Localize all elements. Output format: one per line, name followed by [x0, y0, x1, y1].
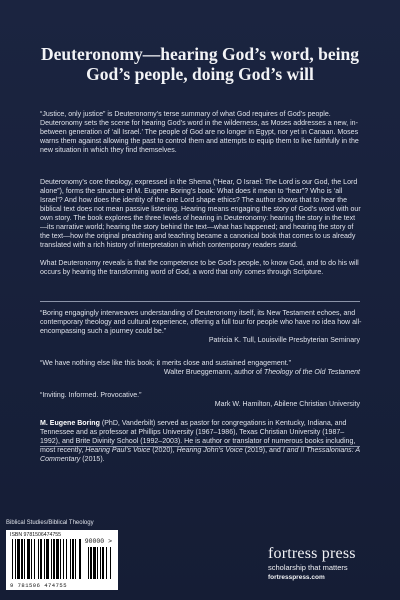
- endorsement-text: “Boring engagingly interweaves understanding of Deuteronomy itself, its New Testament echoes, and contemporary theology and cultural experience, offering a full tour for people who have no idea how all-encompassing such a journey could be.”: [40, 310, 362, 336]
- publisher-url: fortresspress.com: [268, 574, 325, 581]
- subject-category: Biblical Studies/Biblical Theology: [6, 520, 94, 526]
- isbn-barcode: [6, 530, 118, 590]
- bio-text: (PhD, Vanderbilt) served as pastor for congregations in Kentucky, Indiana, and Tennessee and as professor at Phillips University (1967–1986), Texas Christian University (1987–1992), and Brite Divinity School (1992–2003). He is author or translator of numerous books including, most recently,: [40, 420, 356, 455]
- bio-text: (2015).: [80, 456, 105, 464]
- publisher-block: [268, 546, 378, 582]
- bio-text: (2019), and: [242, 447, 283, 455]
- publisher-tagline: scholarship that matters: [268, 563, 348, 572]
- endorsement-text: “We have nothing else like this book; it merits close and sustained engagement.”: [40, 360, 291, 367]
- attribution-book-title: Theology of the Old Testament: [263, 369, 360, 377]
- cover-heading: Deuteronomy—hearing God’s word, being God’s people, doing God’s will: [41, 44, 359, 84]
- divider-top: [40, 301, 360, 302]
- price-code: 90000 >: [84, 538, 112, 545]
- barcode-digits: 9 781506 474755: [10, 582, 68, 589]
- description-paragraph-1: “Justice, only justice” is Deuteronomy’s terse summary of what God requires of God’s people. Deuteronomy sets the scene for hearing God’s word in the wilderness, as Moses addresses a new, in-between generation of ‘all Israel.’ The people of God are no longer in Egypt, nor yet in Canaan. Moses warns them against allowing the past to control them and attempts to equip them to live faithfully in the new situation in which they find themselves.: [40, 111, 359, 155]
- bio-text: (2020),: [150, 447, 177, 455]
- author-name: M. Eugene Boring: [40, 420, 100, 427]
- barcode-bars: [10, 539, 114, 581]
- bio-book-title: Hearing Paul’s Voice: [85, 447, 151, 455]
- endorsement-2: [40, 359, 362, 377]
- endorsement-attribution: Patricia K. Tull, Louisville Presbyterian Seminary: [208, 337, 360, 345]
- description-paragraph-3: What Deuteronomy reveals is that the competence to be God’s people, to know God, and to do his will occurs by hearing the transforming word of God, a word that only comes through Scripture.: [40, 260, 359, 277]
- isbn-label: ISBN 9781506474755: [10, 532, 62, 538]
- bio-book-title: I and II Thessalonians: A Commentary: [40, 447, 360, 464]
- endorsement-attribution: Mark W. Hamilton, Abilene Christian University: [214, 401, 360, 409]
- endorsement-3: [40, 391, 362, 409]
- attribution-prefix: Walter Brueggemann, author of: [163, 369, 264, 377]
- bio-book-title: Hearing John’s Voice: [176, 447, 243, 455]
- author-bio: [40, 419, 362, 464]
- endorsement-attribution: [40, 368, 362, 377]
- endorsement-text: “Inviting. Informed. Provocative.”: [40, 392, 142, 399]
- description-paragraph-2: Deuteronomy’s core theology, expressed in the Shema (“Hear, O Israel: The Lord is our God, the Lord alone”), forms the structure of M. Eugene Boring’s book: What does it mean to “hear”? Who is ‘all Israel’? And how does the identity of the one Lord shape ethics? The author shows that to hear the biblical text does not mean passive listening. Hearing means engaging the story of God’s word with our own story. The book explores the three levels of hearing in Deuteronomy: hearing the story in the text—its narrative world; hearing the story behind the text—what has happened; and hearing the story of the text—how the original preaching and teaching became a canonical book that comes to us already translated with a rich history of interpretation in which contemporary readers stand.: [40, 179, 361, 250]
- publisher-logo-name: fortress press: [268, 545, 356, 562]
- endorsement-1: [40, 309, 362, 345]
